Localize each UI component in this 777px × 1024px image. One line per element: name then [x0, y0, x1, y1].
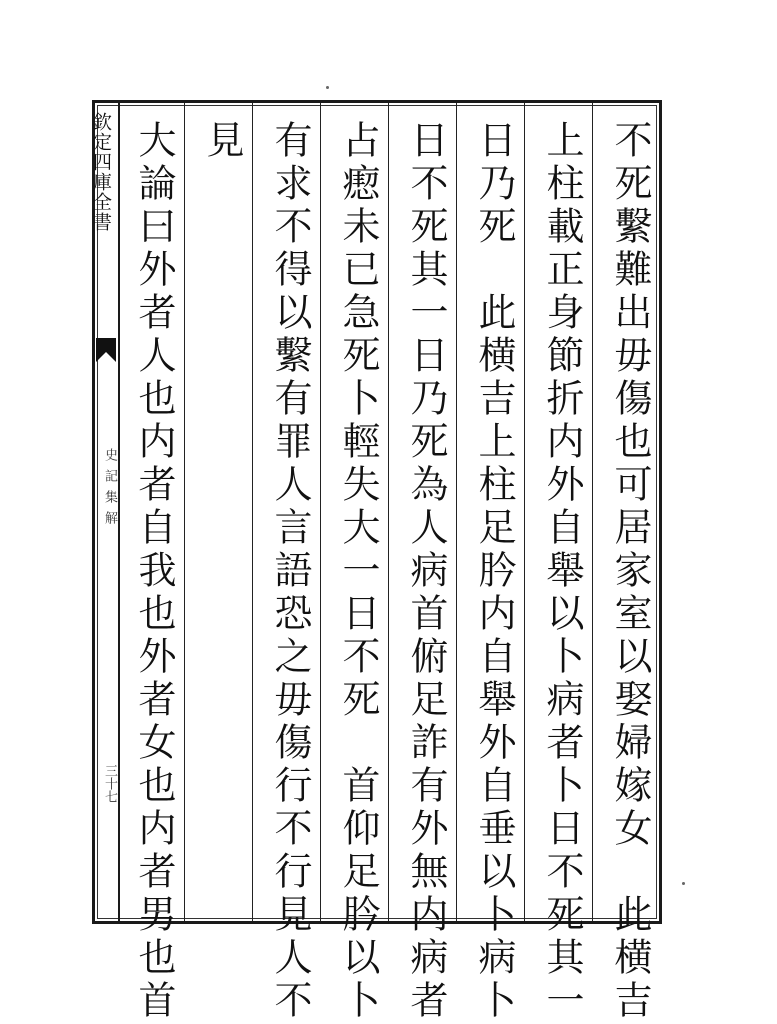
text-column-4: 日不死其一日乃死為人病首俯足詐有外無内病者 [404, 120, 448, 1023]
text-column-7: 見 [200, 120, 244, 163]
fishtail-icon [96, 338, 116, 362]
book-title: 史記集解 [102, 448, 117, 532]
text-column-3: 日乃死 此横吉上柱足肣内自舉外自垂以卜病卜 [472, 120, 516, 1023]
column-rule [592, 103, 593, 921]
column-rule [184, 103, 185, 921]
series-title: 欽定四庫全書 [90, 112, 112, 232]
scan-speck [326, 86, 329, 89]
text-column-1: 不死繫難出毋傷也可居家室以娶婦嫁女 此横吉 [608, 120, 652, 1023]
page-number: 三十七 [102, 764, 117, 803]
column-rule [320, 103, 321, 921]
column-rule [388, 103, 389, 921]
column-rule [252, 103, 253, 921]
text-column-2: 上柱載正身節折内外自舉以卜病者卜日不死其一 [540, 120, 584, 1023]
text-column-8: 大論曰外者人也内者自我也外者女也内者男也首 [132, 120, 176, 1023]
scan-speck [682, 882, 685, 885]
column-rule [456, 103, 457, 921]
text-column-6: 有求不得以繫有罪人言語恐之毋傷行不行見人不 [268, 120, 312, 1023]
column-rule [524, 103, 525, 921]
text-column-5: 占瘛未已急死卜輕失大一日不死 首仰足肣以卜 [336, 120, 380, 1023]
